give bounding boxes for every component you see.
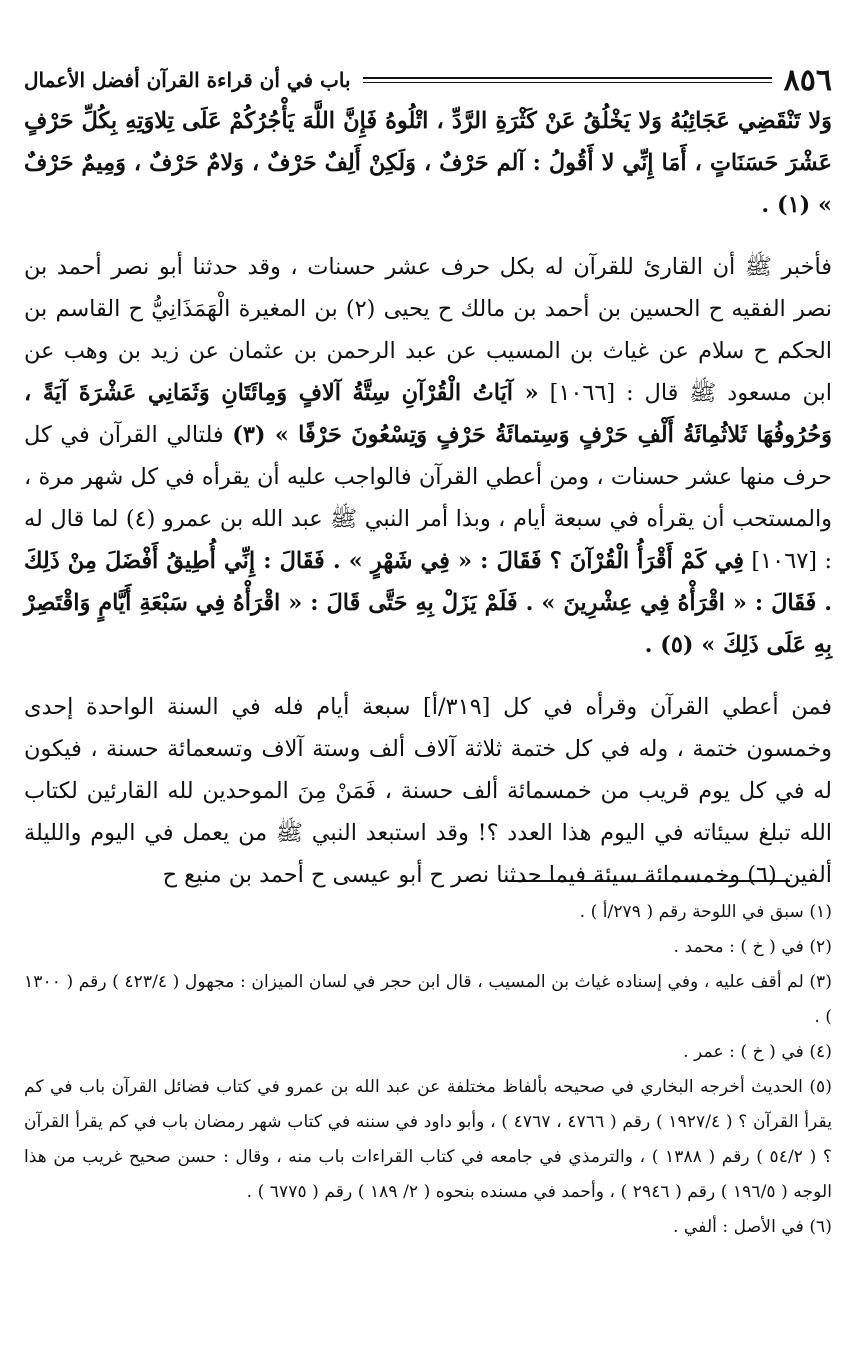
footnote: (٤) في ( خ ) : عمر .: [683, 1042, 832, 1062]
page: [24, 60, 832, 916]
chapter-title: باب في أن قراءة القرآن أفضل الأعمال: [24, 68, 351, 92]
footnote: (٥) الحديث أخرجه البخاري في صحيحه بألفاظ مختلفة عن عبد الله بن عمرو في كتاب فضائل القرآن باب في كم يقرأ القرآن ؟ ( ١٩٢٧/٤ ) رقم ( ٤٧٦٦ ، ٤٧٦٧ ) ، وأبو داود في سننه في كتاب شهر رمضان باب في كم يقرأ القرآن ؟ ( ٥٤/٢ ) رقم ( ١٣٨٨ ) ، والترمذي في جامعه في كتاب القراءات باب منه ، وقال : حسن صحيح غريب من هذا الوجه ( ١٩٦/٥ ) رقم ( ٢٩٤٦ ) ، وأحمد في مسنده بنحوه ( ٢/ ١٨٩ ) رقم ( ٦٧٧٥ ) .: [24, 1077, 832, 1202]
footnote: (٦) في الأصل : ألفي .: [673, 1217, 832, 1237]
footnote: (٢) في ( خ ) : محمد .: [673, 937, 832, 957]
footnotes: [24, 895, 832, 1245]
footnote: (٣) لم أقف عليه ، وفي إسناده غياث بن المسيب ، قال ابن حجر في لسان الميزان : مجهول ( ٤٢٣/٤ ) رقم ( ١٣٠٠ ) .: [24, 972, 832, 1027]
paragraph-commentary-1: [24, 246, 832, 666]
header-rule: [363, 77, 772, 83]
paragraph-text: فأخبر ﷺ أن القارئ للقرآن له بكل حرف عشر حسنات ، وقد حدثنا أبو نصر أحمد بن نصر الفقيه ح الحسين بن أحمد بن مالك ح يحيى (٢) بن المغيرة الْهَمَذَانِيُّ ح القاسم بن الحكم ح سلام عن غياث بن المسيب عن عبد الرحمن بن عثمان عن زيد بن وهب عن ابن مسعود ﷺ قال : [١٠٦٦]: [24, 254, 832, 406]
running-header: [24, 60, 832, 100]
paragraph-text: فلتالي القرآن في كل حرف منها عشر حسنات ، ومن أعطي القرآن فالواجب عليه أن يقرأه في كل شهر مرة ، والمستحب أن يقرأه في سبعة أيام ، وبذا أمر النبي ﷺ عبد الله بن عمرو (٤) لما قال له : [١٠٦٧]: [24, 422, 832, 574]
hadith-quote: فِي كَمْ أَقْرَأُ الْقُرْآنَ ؟ فَقَالَ : « فِي شَهْرٍ » . فَقَالَ : إِنِّي أُطِيقُ أَفْضَلَ مِنْ ذَلِكَ . فَقَالَ : « اقْرَأْهُ فِي عِشْرِينَ » . فَلَمْ يَزَلْ بِهِ حَتَّى قَالَ : « اقْرَأْهُ فِي سَبْعَةِ أَيَّامٍ وَاقْتَصِرْ بِهِ عَلَى ذَلِكَ » (٥) .: [24, 548, 832, 658]
page-number: ٨٥٦: [783, 62, 832, 98]
paragraph-commentary-2: فمن أعطي القرآن وقرأه في كل [٣١٩/أ] سبعة أيام فله في السنة الواحدة إحدى وخمسون ختمة ، وله في كل ختمة ثلاثة آلاف ألف وستة آلاف وتسعمائة حسنة ، فيكون له في كل يوم قريب من خمسمائة ألف حسنة ، فَمَنْ مِنَ الموحدين لله القارئين لكتاب الله تبلغ سيئاته في اليوم هذا العدد ؟! وقد استبعد النبي ﷺ من يعمل في اليوم والليلة ألفين (٦) وخمسمائة سيئة فيما حدثنا نصر ح أبو عيسى ح أحمد بن منيع ح: [24, 694, 833, 888]
hadith-continuation: وَلا تَنْقَضِي عَجَائِبُهُ وَلا يَخْلُقُ عَنْ كَثْرَةِ الرَّدِّ ، اتْلُوهُ فَإِنَّ اللَّهَ يَأْجُرُكُمْ عَلَى تِلاوَتِهِ بِكُلِّ حَرْفٍ عَشْرَ حَسَنَاتٍ ، أَمَا إِنِّي لا أَقُولُ : آلم حَرْفٌ ، وَلَكِنْ أَلِفٌ حَرْفٌ ، وَلامٌ حَرْفٌ ، وَمِيمٌ حَرْفٌ » (١) .: [24, 108, 832, 218]
hadith-quote: « آيَاتُ الْقُرْآنِ سِتَّةُ آلافٍ وَمِائَتَانِ وَثَمَانِي عَشْرَةَ آيَةً ، وَحُرُوفُهَا ثَلاثُمِائَةُ أَلْفِ حَرْفٍ وَسِتمائَةُ حَرْفٍ وَتِسْعُونَ حَرْفًا » (٣): [24, 380, 832, 448]
footnote: (١) سبق في اللوحة رقم ( ٢٧٩/أ ) .: [579, 902, 832, 922]
footnote-divider: [510, 880, 790, 882]
